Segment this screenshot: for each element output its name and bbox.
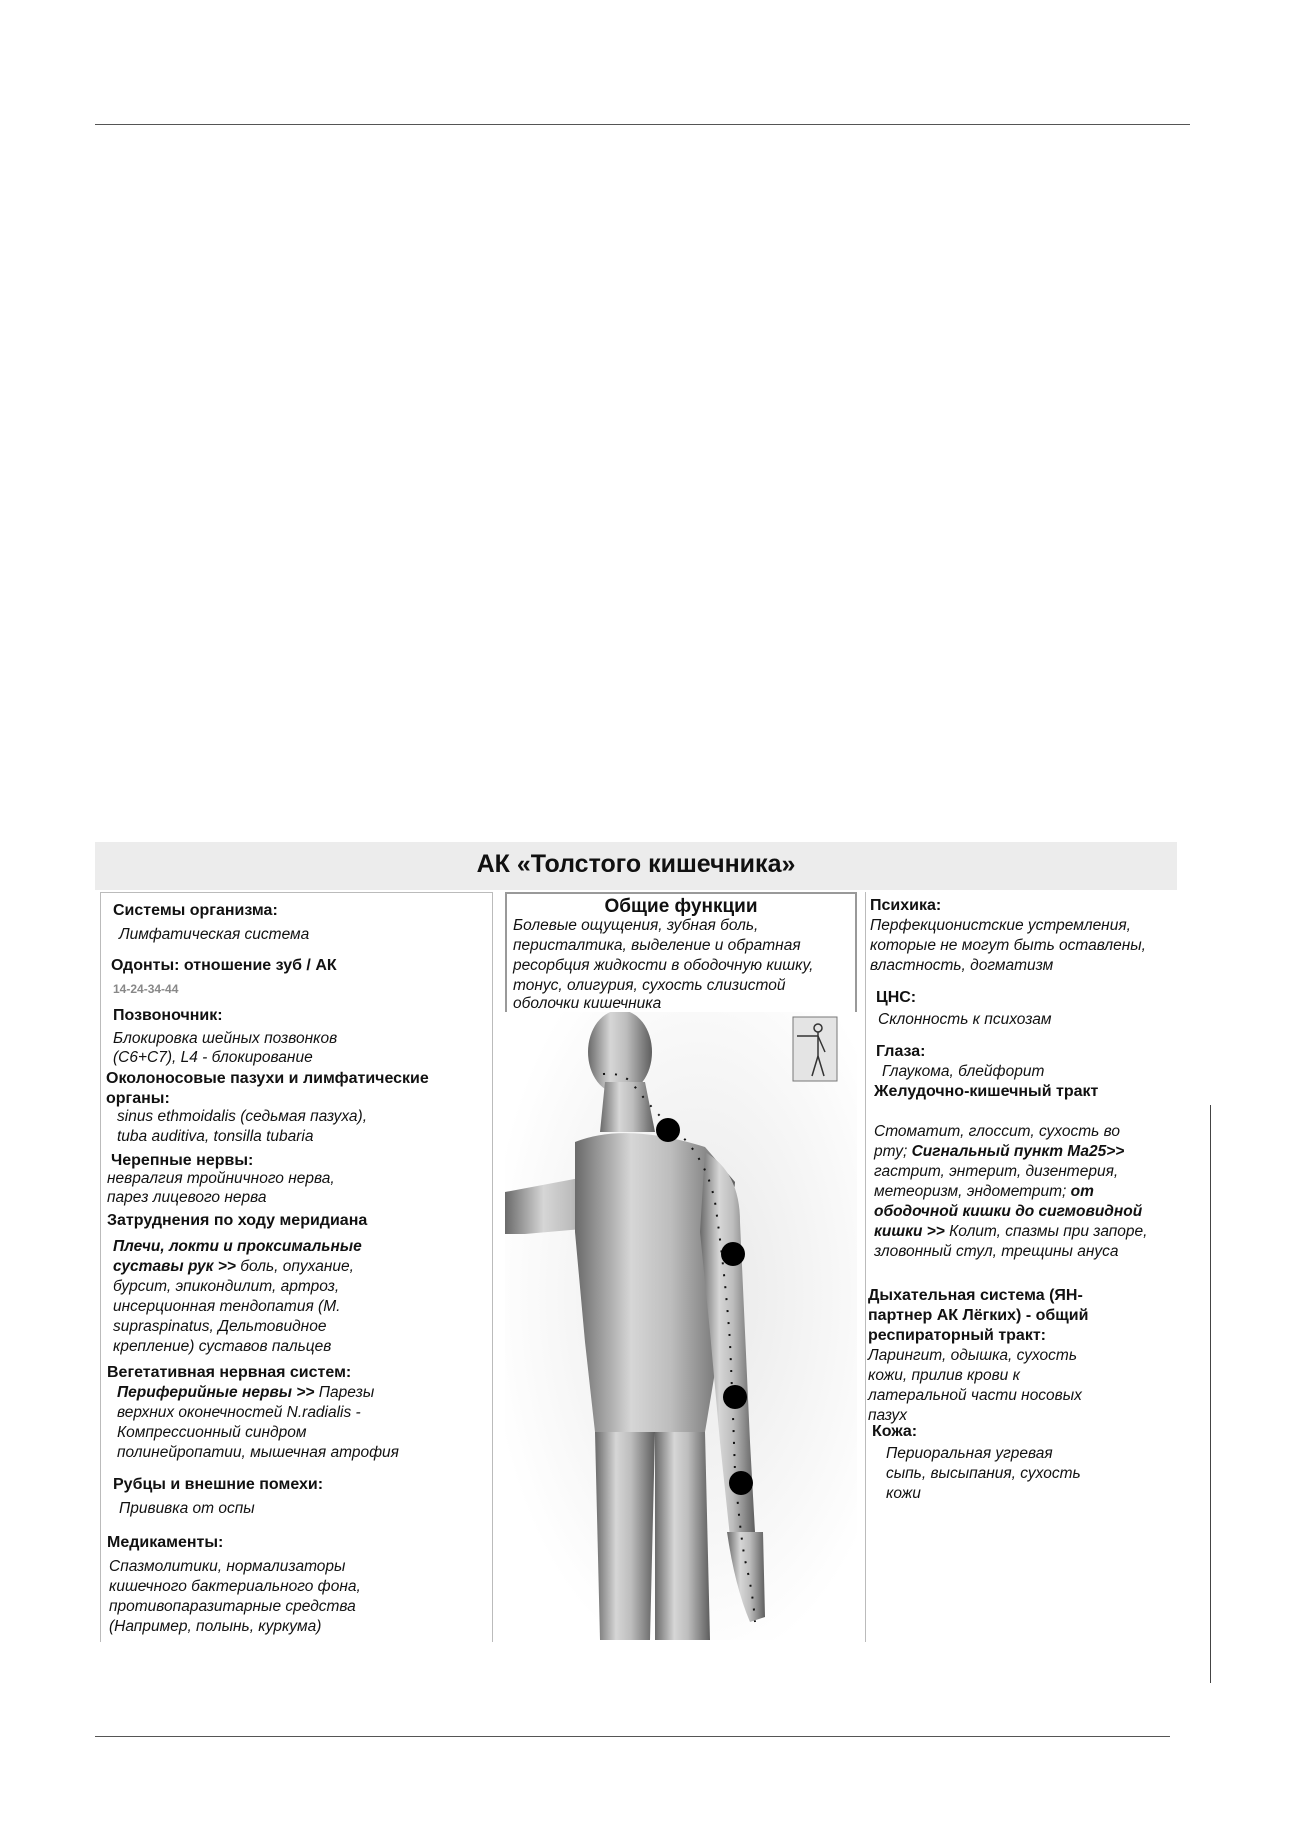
eyes-line: Глаукома, блейфорит bbox=[882, 1063, 1045, 1080]
psyche-line-1: Перфекционистские устремления, bbox=[870, 917, 1131, 934]
vegetative-bold: Периферийные нервы >> bbox=[117, 1384, 315, 1401]
resp-heading-2: партнер АК Лёгких) - общий bbox=[868, 1307, 1089, 1324]
vegetative-line-2: верхних оконечностей N.radialis - bbox=[117, 1404, 361, 1421]
git-line-6-b: Колит, спазмы при запоре, bbox=[944, 1223, 1148, 1240]
meds-line-2: кишечного бактериального фона, bbox=[109, 1578, 361, 1595]
right-leg-shape bbox=[655, 1432, 710, 1640]
git-line-4-b: от bbox=[1070, 1183, 1094, 1200]
scars-heading: Рубцы и внешние помехи: bbox=[113, 1476, 324, 1493]
git-line-6 bbox=[874, 1222, 1147, 1241]
head-shape bbox=[588, 1012, 652, 1094]
body-figure bbox=[505, 1012, 857, 1640]
cranial-line-2: парез лицевого нерва bbox=[107, 1189, 267, 1206]
vegetative-tail: Парезы bbox=[314, 1384, 375, 1401]
resp-line-4: пазух bbox=[868, 1407, 907, 1424]
meds-line-1: Спазмолитики, нормализаторы bbox=[109, 1558, 346, 1575]
meridian-point-1 bbox=[656, 1118, 680, 1142]
meridian-point-4 bbox=[729, 1471, 753, 1495]
git-line-2-a: рту; bbox=[874, 1143, 912, 1160]
skin-line-2: сыпь, высыпания, сухость bbox=[886, 1465, 1081, 1482]
scars-line: Прививка от оспы bbox=[119, 1500, 255, 1517]
systems-heading: Системы организма: bbox=[113, 902, 278, 919]
git-line-6-a: кишки >> bbox=[874, 1223, 945, 1240]
meds-line-4: (Например, полынь, куркума) bbox=[109, 1618, 322, 1635]
meds-heading: Медикаменты: bbox=[107, 1534, 224, 1551]
vegetative-heading: Вегетативная нервная систем: bbox=[107, 1364, 352, 1381]
functions-line-4: тонус, олигурия, сухость слизистой bbox=[513, 977, 786, 994]
difficulties-line-3: бурсит, эпикондилит, артроз, bbox=[113, 1278, 340, 1295]
functions-line-5: оболочки кишечника bbox=[513, 995, 662, 1012]
meds-line-3: противопаразитарные средства bbox=[109, 1598, 356, 1615]
vegetative-line-4: полинейропатии, мышечная атрофия bbox=[117, 1444, 399, 1461]
difficulties-bold-2: суставы рук >> bbox=[113, 1258, 236, 1275]
general-functions-heading: Общие функции bbox=[604, 896, 758, 917]
functions-line-1: Болевые ощущения, зубная боль, bbox=[513, 917, 759, 934]
sinuses-heading-1: Околоносовые пазухи и лимфатические bbox=[106, 1070, 429, 1087]
difficulties-line-2 bbox=[113, 1257, 354, 1276]
spine-line-1: Блокировка шейных позвонков bbox=[113, 1030, 338, 1047]
difficulties-line-4: инсерционная тендопатия (M. bbox=[113, 1298, 341, 1315]
spine-heading: Позвоночник: bbox=[113, 1007, 223, 1024]
sinuses-line-1: sinus ethmoidalis (седьмая пазуха), bbox=[117, 1108, 368, 1125]
left-leg-shape bbox=[595, 1432, 655, 1640]
resp-heading-3: респираторный тракт: bbox=[868, 1327, 1046, 1344]
git-heading: Желудочно-кишечный тракт bbox=[874, 1083, 1099, 1100]
cns-heading: ЦНС: bbox=[876, 989, 917, 1006]
git-line-1: Стоматит, глоссит, сухость во bbox=[874, 1123, 1120, 1140]
resp-line-3: латеральной части носовых bbox=[868, 1387, 1082, 1404]
git-line-4-a: метеоризм, эндометрит; bbox=[874, 1183, 1071, 1200]
meridian-point-3 bbox=[723, 1385, 747, 1409]
cranial-heading: Черепные нервы: bbox=[111, 1152, 254, 1169]
eyes-heading: Глаза: bbox=[876, 1043, 926, 1060]
meridian-point-2 bbox=[721, 1242, 745, 1266]
resp-heading-1: Дыхательная система (ЯН- bbox=[868, 1287, 1083, 1304]
vegetative-line-3: Компрессионный синдром bbox=[117, 1424, 307, 1441]
functions-line-2: перисталтика, выделение и обратная bbox=[513, 937, 801, 954]
skin-heading: Кожа: bbox=[872, 1423, 918, 1440]
meridian-chart bbox=[95, 842, 1177, 1640]
difficulties-bold-1: Плечи, локти и проксимальные bbox=[113, 1238, 362, 1255]
sinuses-line-2: tuba auditiva, tonsilla tubaria bbox=[117, 1128, 314, 1145]
git-line-2-b: Сигнальный пункт Ма25>> bbox=[911, 1143, 1125, 1160]
difficulties-line-6: крепление) суставов пальцев bbox=[113, 1338, 332, 1355]
skin-line-3: кожи bbox=[886, 1485, 921, 1502]
spine-line-2: (C6+C7), L4 - блокирование bbox=[113, 1049, 313, 1066]
resp-line-2: кожи, прилив крови к bbox=[868, 1367, 1020, 1384]
body-figure-panel bbox=[505, 1012, 857, 1640]
psyche-line-3: властность, догматизм bbox=[870, 957, 1054, 974]
resp-line-1: Ларингит, одышка, сухость bbox=[868, 1347, 1077, 1364]
git-line-4 bbox=[874, 1182, 1094, 1201]
git-line-5: ободочной кишки до сигмовидной bbox=[874, 1203, 1143, 1220]
functions-line-3: ресорбция жидкости в ободочную кишку, bbox=[513, 957, 814, 974]
vegetative-line-1 bbox=[117, 1383, 374, 1402]
odonts-value: 14-24-34-44 bbox=[113, 982, 179, 996]
general-functions-panel bbox=[505, 892, 857, 1014]
cranial-line-1: невралгия тройничного нерва, bbox=[107, 1170, 335, 1187]
odonts-heading: Одонты: отношение зуб / АК bbox=[111, 957, 337, 974]
psyche-line-2: которые не могут быть оставлены, bbox=[870, 937, 1146, 954]
difficulties-tail: боль, опухание, bbox=[235, 1258, 354, 1275]
git-line-2 bbox=[874, 1142, 1124, 1161]
sinuses-heading-2: органы: bbox=[106, 1090, 170, 1107]
psyche-heading: Психика: bbox=[870, 897, 942, 914]
bottom-rule bbox=[95, 1736, 1170, 1737]
git-line-7: зловонный стул, трещины ануса bbox=[874, 1243, 1119, 1260]
cns-line: Склонность к психозам bbox=[878, 1011, 1052, 1028]
top-rule bbox=[95, 124, 1190, 125]
difficulties-heading: Затруднения по ходу меридиана bbox=[107, 1212, 368, 1229]
chart-title: АК «Толстого кишечника» bbox=[95, 842, 1177, 890]
left-panel bbox=[100, 892, 493, 1642]
git-line-3: гастрит, энтерит, дизентерия, bbox=[874, 1163, 1119, 1180]
systems-line: Лимфатическая система bbox=[119, 926, 310, 943]
difficulties-line-5: supraspinatus, Дельтовидное bbox=[113, 1318, 327, 1335]
skin-line-1: Периоральная угревая bbox=[886, 1445, 1053, 1462]
right-panel bbox=[865, 892, 1177, 1642]
margin-line bbox=[1210, 1105, 1211, 1683]
